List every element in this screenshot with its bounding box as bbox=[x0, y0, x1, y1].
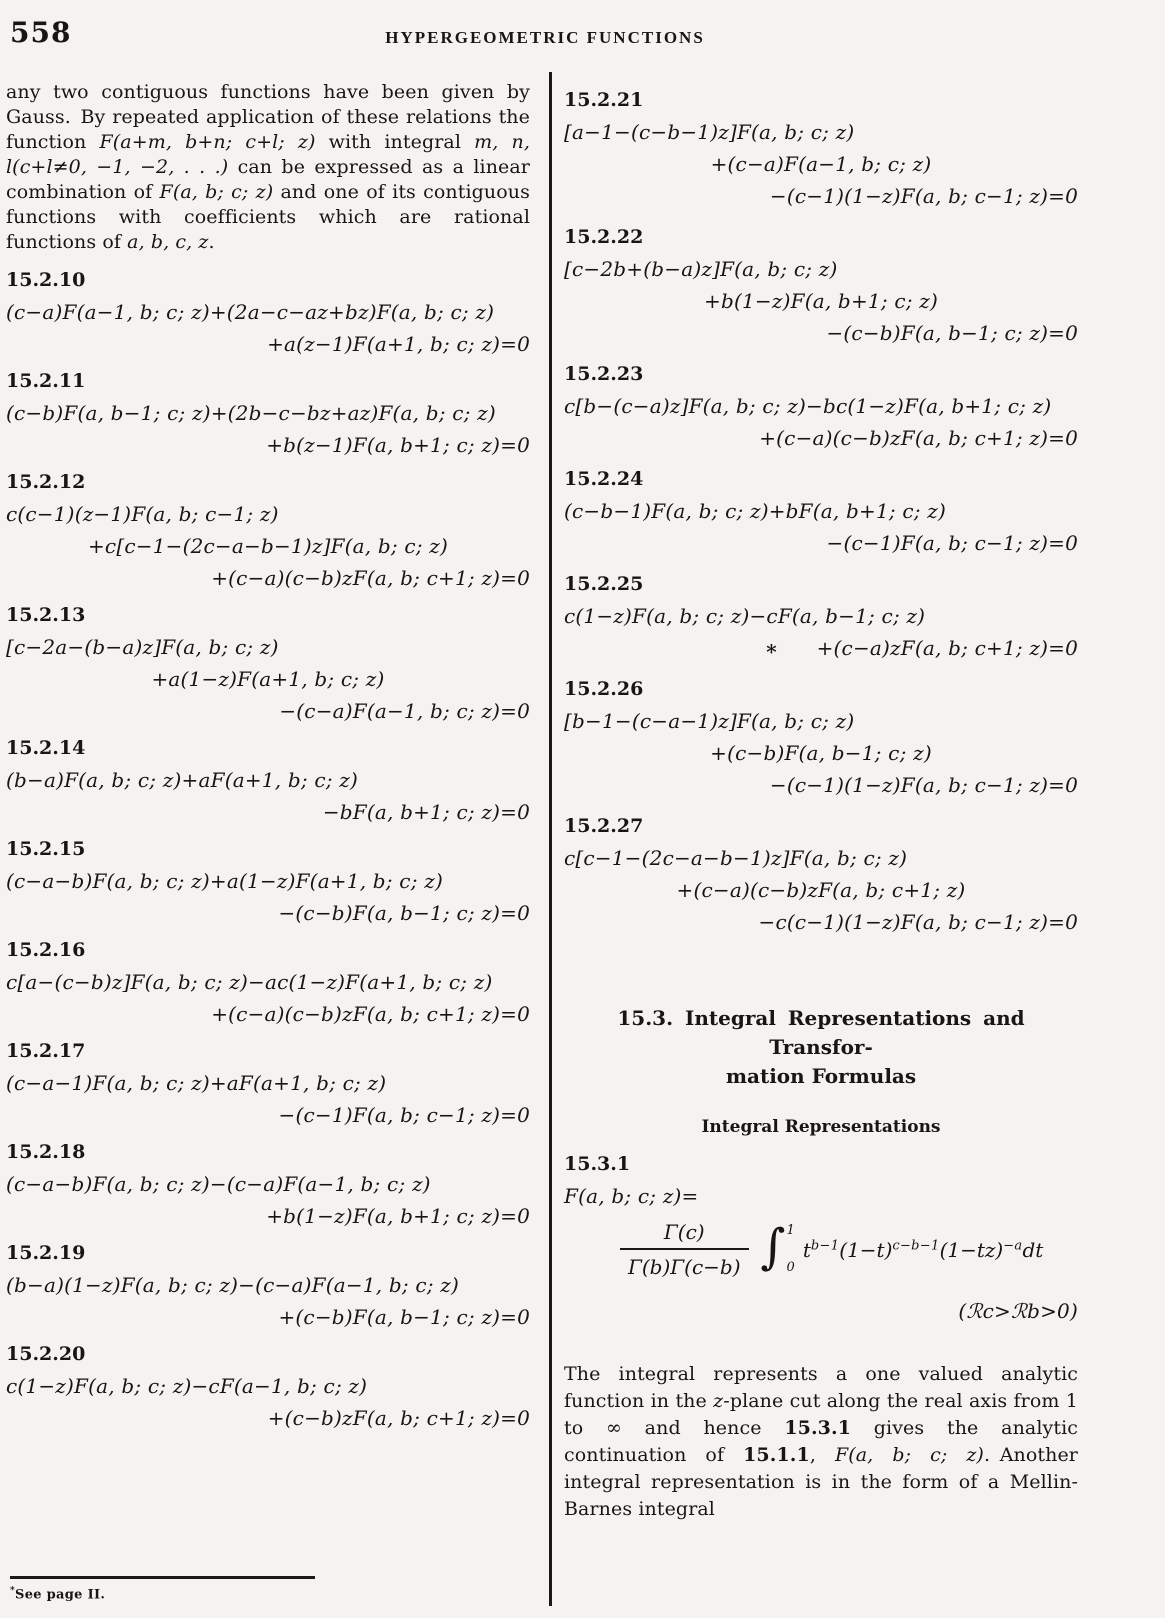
equation-line: +(c−a)(c−b)zF(a, b; c+1; z)=0 bbox=[759, 426, 1078, 450]
equation-number: 15.3.1 bbox=[564, 1153, 631, 1175]
equation-line: −c(c−1)(1−z)F(a, b; c−1; z)=0 bbox=[758, 910, 1078, 934]
equation-line: c(1−z)F(a, b; c; z)−cF(a−1, b; c; z) bbox=[6, 1374, 368, 1398]
equation-15-2-27 bbox=[564, 815, 1078, 938]
equation-number: 15.2.12 bbox=[6, 471, 86, 493]
equation-15-2-18 bbox=[6, 1141, 530, 1232]
equation-number: 15.2.13 bbox=[6, 604, 86, 626]
equation-15-2-10 bbox=[6, 269, 530, 360]
equation-15-2-23 bbox=[564, 363, 1078, 454]
equation-number: 15.2.16 bbox=[6, 939, 86, 961]
erratum-asterisk: ∗ bbox=[764, 636, 779, 660]
equation-15-2-11 bbox=[6, 370, 530, 461]
equation-15-2-22 bbox=[564, 226, 1078, 349]
equation-line: +(c−a)F(a−1, b; c; z) bbox=[710, 152, 932, 176]
equation-line: (c−a)F(a−1, b; c; z)+(2a−c−az+bz)F(a, b; c; z) bbox=[6, 300, 495, 324]
equation-line: [a−1−(c−b−1)z]F(a, b; c; z) bbox=[564, 120, 855, 144]
footnote-label: See page II. bbox=[15, 1587, 106, 1603]
equation-line: c(1−z)F(a, b; c; z)−cF(a, b−1; c; z) bbox=[564, 604, 926, 628]
equation-15-2-25 bbox=[564, 573, 1078, 664]
equation-number: 15.2.20 bbox=[6, 1343, 86, 1365]
equation-number: 15.2.15 bbox=[6, 838, 86, 860]
page-number: 558 bbox=[10, 16, 72, 49]
equation-line: +b(z−1)F(a, b+1; c; z)=0 bbox=[266, 433, 530, 457]
integrand-base: (1−t) bbox=[839, 1237, 893, 1262]
equation-number: 15.2.22 bbox=[564, 226, 644, 248]
equation-line: [c−2a−(b−a)z]F(a, b; c; z) bbox=[6, 635, 279, 659]
equation-line: +a(1−z)F(a+1, b; c; z) bbox=[151, 667, 385, 691]
equation-line: [c−2b+(b−a)z]F(a, b; c; z) bbox=[564, 257, 838, 281]
equation-line: (c−b−1)F(a, b; c; z)+bF(a, b+1; c; z) bbox=[564, 499, 946, 523]
equation-line: −(c−a)F(a−1, b; c; z)=0 bbox=[279, 699, 530, 723]
integral-upper-limit: 1 bbox=[786, 1222, 795, 1238]
integrand-base: t bbox=[802, 1237, 811, 1262]
equation-lhs: F(a, b; c; z)= bbox=[564, 1184, 699, 1208]
equation-line: (b−a)(1−z)F(a, b; c; z)−(c−a)F(a−1, b; c; z) bbox=[6, 1273, 459, 1297]
equation-line: −(c−b)F(a, b−1; c; z)=0 bbox=[826, 321, 1078, 345]
equation-line: +(c−b)F(a, b−1; c; z) bbox=[710, 741, 932, 765]
equation-15-3-1 bbox=[564, 1153, 1078, 1327]
equation-line: c(c−1)(z−1)F(a, b; c−1; z) bbox=[6, 502, 279, 526]
integral-expression bbox=[620, 1220, 1078, 1279]
equation-15-2-13 bbox=[6, 604, 530, 727]
section-heading-15-3 bbox=[564, 1004, 1078, 1091]
equation-line: +(c−a)(c−b)zF(a, b; c+1; z) bbox=[676, 878, 966, 902]
fraction-denominator: Γ(b)Γ(c−b) bbox=[620, 1248, 749, 1279]
equation-line: −(c−1)(1−z)F(a, b; c−1; z)=0 bbox=[769, 184, 1078, 208]
equation-line: +(c−b)F(a, b−1; c; z)=0 bbox=[278, 1305, 530, 1329]
integral-limits bbox=[787, 1223, 795, 1277]
equation-line bbox=[564, 632, 1078, 664]
equation-line: +(c−a)(c−b)zF(a, b; c+1; z)=0 bbox=[211, 1002, 530, 1026]
integrand bbox=[803, 1238, 1044, 1262]
equation-line: −(c−1)F(a, b; c−1; z)=0 bbox=[826, 531, 1078, 555]
equation-line: +(c−a)(c−b)zF(a, b; c+1; z)=0 bbox=[211, 566, 530, 590]
left-column bbox=[6, 80, 530, 1444]
equation-line: [b−1−(c−a−1)z]F(a, b; c; z) bbox=[564, 709, 855, 733]
equation-15-2-20 bbox=[6, 1343, 530, 1434]
section-heading-line: mation Formulas bbox=[725, 1064, 917, 1088]
equation-line: c[c−1−(2c−a−b−1)z]F(a, b; c; z) bbox=[564, 846, 908, 870]
closing-paragraph: The integral represents a one valued analytic function in the z-plane cut along the real axis from 1 to ∞ and hence 15.3.1 gives the analytic continuation of 15.1.1, F(a, b; c; z). Another integral representation is in the form of a Mellin-Barnes integral bbox=[564, 1363, 1078, 1520]
equation-line: +b(1−z)F(a, b+1; c; z) bbox=[704, 289, 938, 313]
equation-line: +b(1−z)F(a, b+1; c; z)=0 bbox=[266, 1204, 530, 1228]
equation-line: +a(z−1)F(a+1, b; c; z)=0 bbox=[267, 332, 530, 356]
equation-number: 15.2.11 bbox=[6, 370, 86, 392]
fraction-numerator: Γ(c) bbox=[663, 1220, 705, 1244]
equation-15-2-26 bbox=[564, 678, 1078, 801]
section-heading-line: 15.3. Integral Representations and Transfor- bbox=[617, 1006, 1025, 1059]
equation-line: c[a−(c−b)z]F(a, b; c; z)−ac(1−z)F(a+1, b; c; z) bbox=[6, 970, 493, 994]
equation-number: 15.2.24 bbox=[564, 468, 644, 490]
equation-line: (c−a−b)F(a, b; c; z)−(c−a)F(a−1, b; c; z) bbox=[6, 1172, 431, 1196]
footnote-block bbox=[10, 1576, 530, 1602]
equation-15-2-14 bbox=[6, 737, 530, 828]
integrand-exponent: c−b−1 bbox=[892, 1237, 940, 1253]
equation-15-2-12 bbox=[6, 471, 530, 594]
equation-15-2-21 bbox=[564, 89, 1078, 212]
equation-line: −(c−1)(1−z)F(a, b; c−1; z)=0 bbox=[769, 773, 1078, 797]
equation-line: +c[c−1−(2c−a−b−1)z]F(a, b; c; z) bbox=[87, 534, 449, 558]
validity-condition: (ℛc>ℛb>0) bbox=[958, 1299, 1078, 1323]
equation-line: +(c−b)zF(a, b; c+1; z)=0 bbox=[267, 1406, 530, 1430]
equation-number: 15.2.21 bbox=[564, 89, 644, 111]
two-column-layout bbox=[6, 80, 1159, 1523]
equation-number: 15.2.17 bbox=[6, 1040, 86, 1062]
right-column bbox=[564, 80, 1078, 1523]
equation-line: −bF(a, b+1; c; z)=0 bbox=[322, 800, 530, 824]
intro-paragraph: any two contiguous functions have been given by Gauss. By repeated application of these relations the function F(a+m, b+n; c+l; z) with integral m, n, l(c+l≠0, −1, −2, . . .) can be expressed as a linear combination of F(a, b; c; z) and one of its contiguous functions with coefficients which are rational functions of a, b, c, z. bbox=[6, 81, 530, 253]
differential: dt bbox=[1022, 1237, 1044, 1262]
footnote-text bbox=[10, 1586, 530, 1602]
footnote-marker: * bbox=[10, 1586, 16, 1596]
equation-15-2-19 bbox=[6, 1242, 530, 1333]
equation-number: 15.2.27 bbox=[564, 815, 644, 837]
equation-number: 15.2.14 bbox=[6, 737, 86, 759]
equation-15-2-16 bbox=[6, 939, 530, 1030]
equation-number: 15.2.18 bbox=[6, 1141, 86, 1163]
gamma-fraction bbox=[620, 1220, 749, 1279]
integrand-exponent: b−1 bbox=[810, 1237, 840, 1253]
integral-sign: ∫ bbox=[760, 1218, 786, 1275]
equation-number: 15.2.23 bbox=[564, 363, 644, 385]
equation-line: −(c−1)F(a, b; c−1; z)=0 bbox=[278, 1103, 530, 1127]
running-head: HYPERGEOMETRIC FUNCTIONS bbox=[385, 28, 705, 47]
equation-line-text: +(c−a)zF(a, b; c+1; z)=0 bbox=[816, 636, 1078, 660]
equation-line: c[b−(c−a)z]F(a, b; c; z)−bc(1−z)F(a, b+1; c; z) bbox=[564, 394, 1052, 418]
equation-15-2-15 bbox=[6, 838, 530, 929]
equation-number: 15.2.26 bbox=[564, 678, 644, 700]
footnote-rule bbox=[10, 1576, 315, 1579]
integrand-exponent: −a bbox=[1003, 1237, 1023, 1253]
equation-line: −(c−b)F(a, b−1; c; z)=0 bbox=[278, 901, 530, 925]
equation-line: (b−a)F(a, b; c; z)+aF(a+1, b; c; z) bbox=[6, 768, 358, 792]
subsection-heading: Integral Representations bbox=[701, 1117, 941, 1137]
equation-15-2-17 bbox=[6, 1040, 530, 1131]
equation-number: 15.2.10 bbox=[6, 269, 86, 291]
equation-number: 15.2.25 bbox=[564, 573, 644, 595]
equation-line: (c−b)F(a, b−1; c; z)+(2b−c−bz+az)F(a, b; c; z) bbox=[6, 401, 496, 425]
equation-15-2-24 bbox=[564, 468, 1078, 559]
equation-line: (c−a−1)F(a, b; c; z)+aF(a+1, b; c; z) bbox=[6, 1071, 387, 1095]
integrand-base: (1−tz) bbox=[939, 1237, 1004, 1262]
integral-lower-limit: 0 bbox=[786, 1259, 795, 1275]
equation-line: (c−a−b)F(a, b; c; z)+a(1−z)F(a+1, b; c; z) bbox=[6, 869, 443, 893]
equation-number: 15.2.19 bbox=[6, 1242, 86, 1264]
